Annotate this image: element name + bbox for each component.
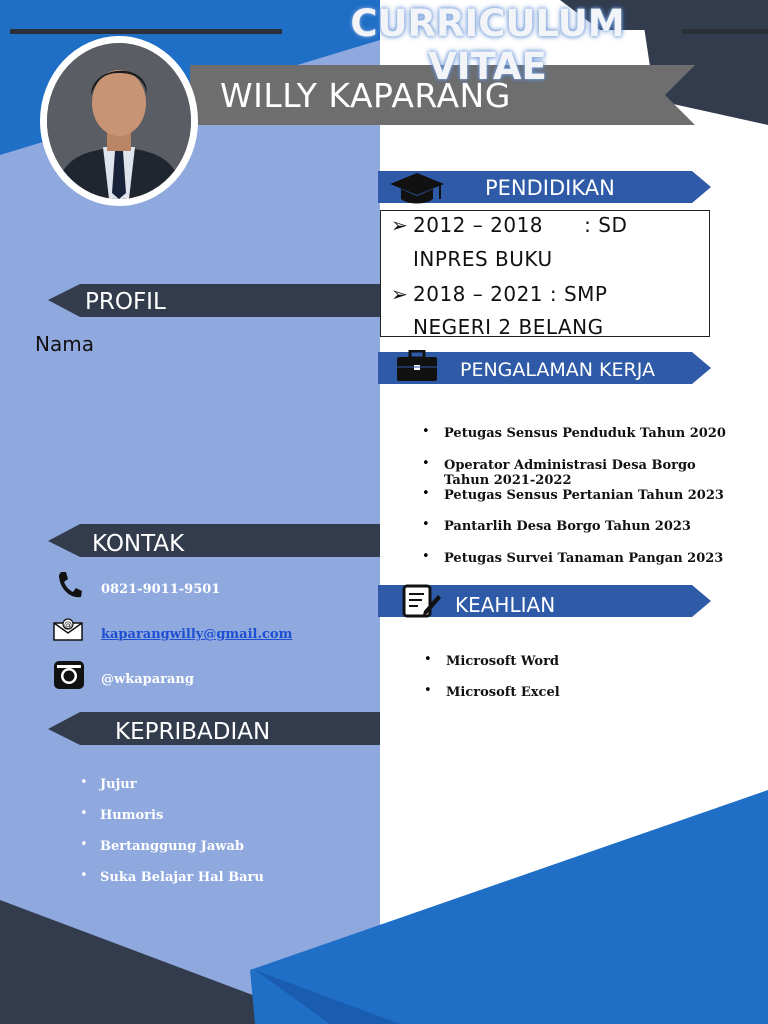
kontak-heading: KONTAK [92, 531, 185, 557]
experience-item: Pantarlih Desa Borgo Tahun 2023 [444, 519, 691, 534]
profile-photo-frame [40, 36, 198, 206]
profil-name-label: Nama [35, 332, 94, 356]
instagram-handle: @wkaparang [101, 672, 194, 687]
pengalaman-heading: PENGALAMAN KERJA [460, 359, 655, 381]
experience-item: Petugas Sensus Pertanian Tahun 2023 [444, 488, 724, 503]
education-entry-1-line1: 2012 – 2018 : SD [413, 213, 628, 237]
profil-heading: PROFIL [85, 289, 166, 315]
skill-item: Microsoft Word [446, 654, 560, 669]
certificate-icon [402, 583, 442, 619]
experience-item: Petugas Survei Tanaman Pangan 2023 [444, 551, 724, 566]
envelope-icon [53, 617, 83, 641]
person-name: WILLY KAPARANG [220, 76, 511, 115]
personality-item: Bertanggung Jawab [100, 839, 244, 854]
education-box: ➢ 2012 – 2018 : SD INPRES BUKU ➢ 2018 – 2021 : SMP NEGERI 2 BELANG [380, 210, 710, 337]
phone-number: 0821-9011-9501 [101, 582, 221, 597]
keahlian-heading: KEAHLIAN [455, 593, 556, 617]
kepribadian-heading: KEPRIBADIAN [115, 719, 271, 745]
experience-item: Petugas Sensus Penduduk Tahun 2020 [444, 426, 726, 441]
profile-photo [47, 43, 191, 199]
pendidikan-heading: PENDIDIKAN [485, 176, 615, 200]
education-entry-2-line1: 2018 – 2021 : SMP [413, 282, 608, 306]
education-entry-1-line2: INPRES BUKU [413, 247, 553, 271]
personality-item: Jujur [100, 777, 137, 792]
phone-icon [56, 570, 82, 600]
experience-item: Operator Administrasi Desa Borgo Tahun 2021-2022 [444, 458, 696, 488]
skill-item: Microsoft Excel [446, 685, 560, 700]
personality-item: Humoris [100, 808, 164, 823]
page-title: CURRICULUM VITAE [350, 2, 625, 88]
briefcase-icon [396, 350, 438, 382]
personality-item: Suka Belajar Hal Baru [100, 870, 264, 885]
instagram-icon [53, 660, 85, 690]
education-entry-2-line2: NEGERI 2 BELANG [413, 315, 604, 335]
email-link[interactable]: kaparangwilly@gmail.com [101, 627, 293, 642]
graduation-cap-icon [388, 171, 446, 205]
svg-text:@: @ [64, 620, 72, 629]
